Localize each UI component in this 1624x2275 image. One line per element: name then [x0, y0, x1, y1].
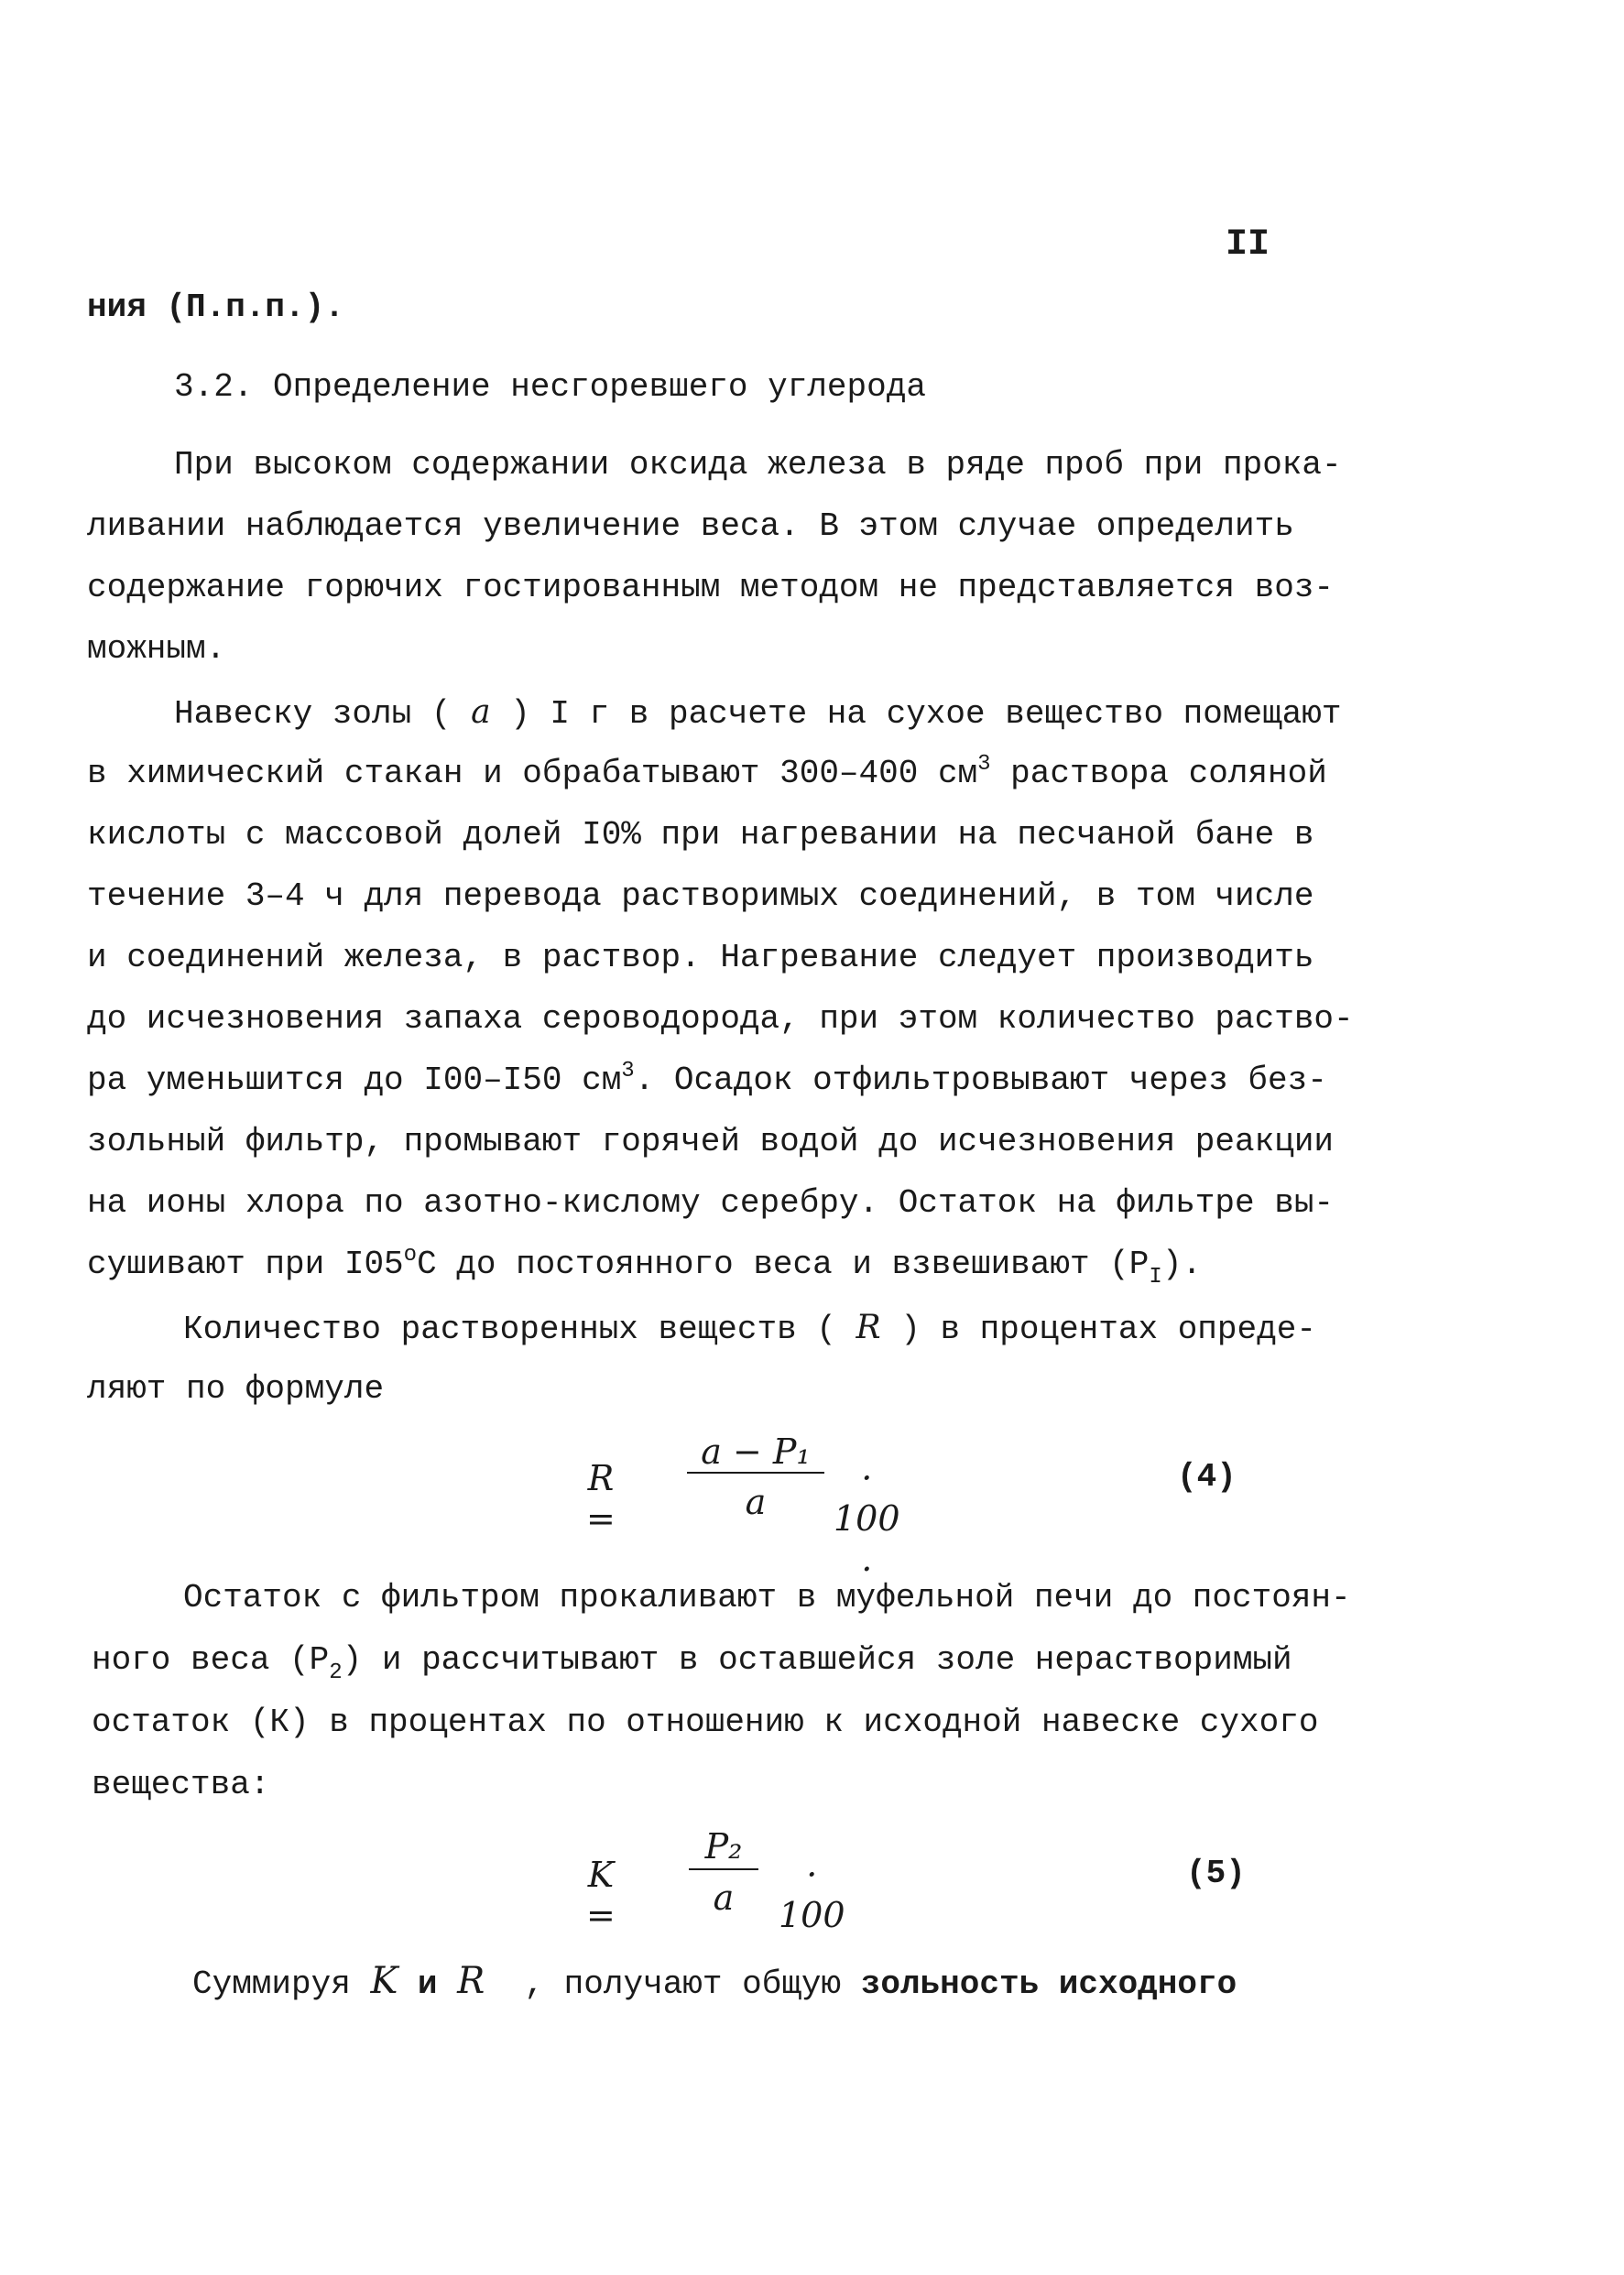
text-segment: С до постоянного веса и взвешивают (P	[417, 1246, 1150, 1283]
formula-4-rhs: · 100 .	[834, 1458, 900, 1579]
superscript: о	[403, 1243, 418, 1268]
text-line: Остаток с фильтром прокаливают в муфельной печи до постоян-	[183, 1579, 1351, 1616]
formula-4-numerator: a − P₁	[701, 1431, 811, 1472]
text-segment: Навеску золы (	[174, 695, 472, 733]
text-line	[192, 1960, 1237, 2003]
text-segment: ) в процентах опреде-	[880, 1311, 1316, 1348]
text-line: на ионы хлора по азотно-кислому серебру. Остаток на фильтре вы-	[87, 1184, 1335, 1222]
equation-number-5: (5)	[1186, 1855, 1246, 1892]
variable-k: K	[370, 1960, 398, 2002]
text-segment: Количество растворенных веществ (	[183, 1311, 856, 1348]
superscript: 3	[621, 1059, 635, 1083]
fraction-bar	[689, 1868, 758, 1870]
formula-5-denominator: a	[713, 1878, 735, 1918]
text-line: ляют по формуле	[87, 1370, 385, 1408]
text-segment: , получают общую	[485, 1965, 861, 2003]
text-segment: Суммируя	[192, 1965, 371, 2003]
text-line	[87, 1243, 1203, 1290]
text-segment: в химический стакан и обрабатывают 300–400 см	[87, 755, 978, 792]
subscript: I	[1149, 1265, 1162, 1290]
text-line: зольный фильтр, промывают горячей водой до исчезновения реакции	[87, 1123, 1335, 1160]
variable-r: R	[856, 1309, 881, 1346]
text-line: ния (П.п.п.).	[87, 288, 344, 326]
section-heading: 3.2. Определение несгоревшего углерода	[174, 368, 926, 406]
text-segment: ) и рассчитывают в оставшейся золе нерастворимый	[342, 1641, 1292, 1679]
text-segment: и	[398, 1965, 458, 2003]
text-segment: . Осадок отфильтровывают через без-	[634, 1061, 1327, 1099]
text-segment: ра уменьшится до I00–I50 см	[87, 1061, 622, 1099]
text-line: содержание горючих гостированным методом не представляется воз-	[87, 569, 1335, 606]
text-segment: зольность исходного	[860, 1965, 1237, 2003]
text-line: и соединений железа, в раствор. Нагревание следует производить	[87, 939, 1314, 976]
text-segment: ).	[1161, 1246, 1203, 1283]
text-line: можным.	[87, 630, 226, 668]
superscript: 3	[977, 752, 991, 777]
text-segment: раствора соляной	[990, 755, 1327, 792]
formula-5-numerator: P₂	[704, 1826, 743, 1867]
text-segment: ного веса (P	[92, 1641, 330, 1679]
formula-4-denominator: a	[745, 1482, 767, 1522]
text-line	[87, 752, 1327, 792]
text-line: ливании наблюдается увеличение веса. В этом случае определить	[87, 507, 1294, 545]
subscript: 2	[329, 1660, 343, 1685]
text-line: вещества:	[92, 1766, 270, 1803]
formula-5-rhs: · 100	[779, 1855, 845, 1935]
text-line	[92, 1641, 1292, 1685]
text-line: При высоком содержании оксида железа в ряде проб при прока-	[174, 446, 1342, 484]
variable-r: R	[457, 1960, 485, 2002]
text-line	[174, 693, 1342, 733]
text-line	[87, 1059, 1327, 1099]
text-line: кислоты с массовой долей I0% при нагревании на песчаной бане в	[87, 816, 1314, 854]
formula-5-lhs: K =	[586, 1855, 616, 1935]
formula-4-lhs: R =	[586, 1458, 616, 1539]
text-line: остаток (К) в процентах по отношению к исходной навеске сухого	[92, 1704, 1319, 1741]
text-segment: сушивают при I05	[87, 1246, 404, 1283]
page-number: II	[1226, 224, 1270, 266]
text-line: до исчезновения запаха сероводорода, при этом количество раство-	[87, 1000, 1354, 1038]
text-line: течение 3–4 ч для перевода растворимых соединений, в том числе	[87, 877, 1314, 915]
equation-number-4: (4)	[1177, 1458, 1237, 1496]
fraction-bar	[687, 1472, 824, 1474]
text-line	[183, 1309, 1316, 1348]
text-segment: ) I г в расчете на сухое вещество помещают	[490, 695, 1342, 733]
variable-a: a	[471, 693, 491, 731]
